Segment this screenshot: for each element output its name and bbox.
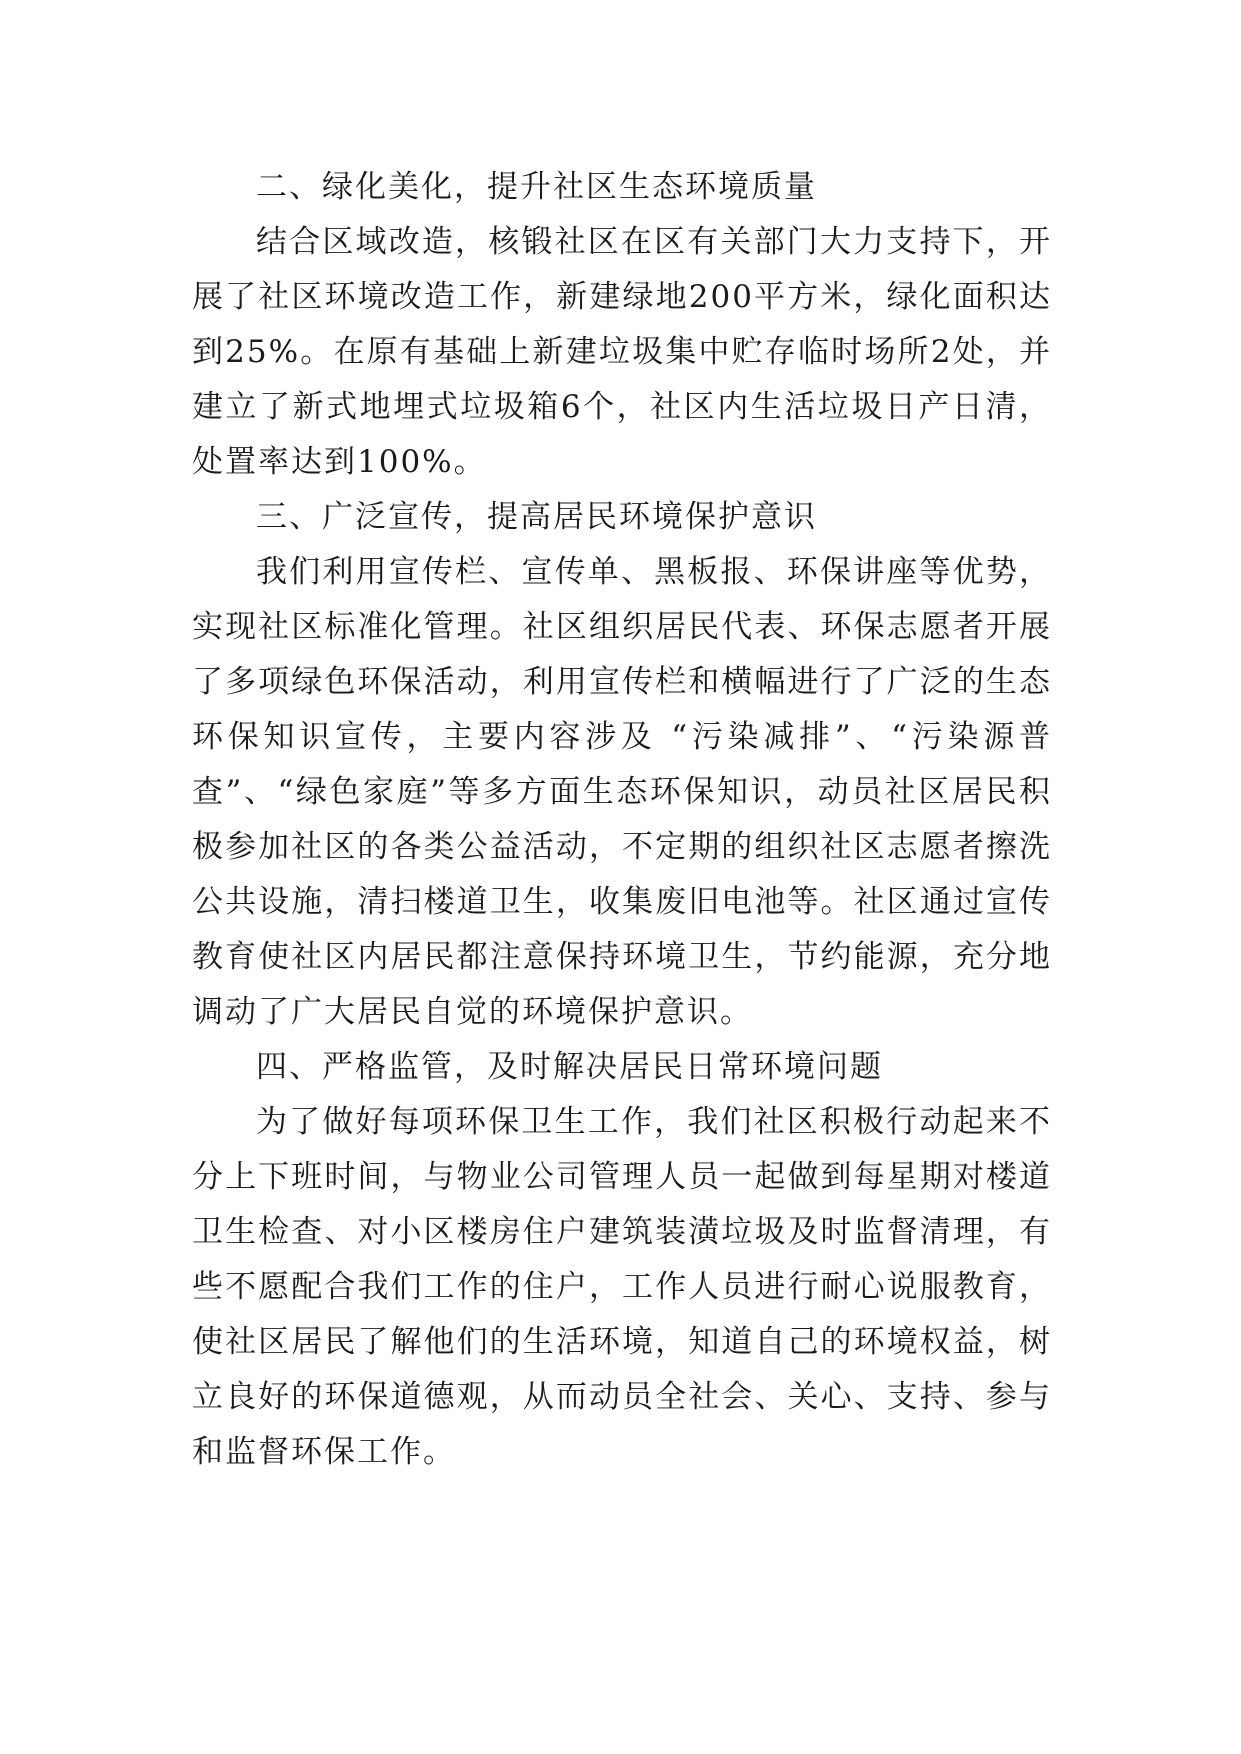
section-heading: 二、绿化美化，提升社区生态环境质量 (256, 169, 817, 205)
section-heading: 三、广泛宣传，提高居民环境保护意识 (256, 499, 817, 535)
body-paragraph: 我们利用宣传栏、宣传单、黑板报、环保讲座等优势，实现社区标准化管理。社区组织居民代表、环保志愿者开展了多项绿色环保活动，利用宣传栏和横幅进行了广泛的生态环保知识宣传，主要内容涉及 “污染减排”、“污染源普查”、“绿色家庭”等多方面生态环保知识，动员社区居民积极参加社区的各类公益活动，不定期的组织社区志愿者擦洗公共设施，清扫楼道卫生，收集废旧电池等。社区通过宣传教育使社区内居民都注意保持环境卫生，节约能源，充分地调动了广大居民自觉的环境保护意识。 (192, 554, 1052, 1030)
body-paragraph: 为了做好每项环保卫生工作，我们社区积极行动起来不分上下班时间，与物业公司管理人员一起做到每星期对楼道卫生检查、对小区楼房住户建筑装潢垃圾及时监督清理，有些不愿配合我们工作的住户，工作人员进行耐心说服教育，使社区居民了解他们的生活环境，知道自己的环境权益，树立良好的环保道德观，从而动员全社会、关心、支持、参与和监督环保工作。 (192, 1104, 1052, 1470)
document-body (192, 160, 1052, 1480)
section-heading: 四、严格监管，及时解决居民日常环境问题 (256, 1049, 883, 1085)
body-paragraph: 结合区域改造，核锻社区在区有关部门大力支持下，开展了社区环境改造工作，新建绿地200平方米，绿化面积达到25%。在原有基础上新建垃圾集中贮存临时场所2处，并建立了新式地埋式垃圾箱6个，社区内生活垃圾日产日清，处置率达到100%。 (192, 224, 1052, 480)
